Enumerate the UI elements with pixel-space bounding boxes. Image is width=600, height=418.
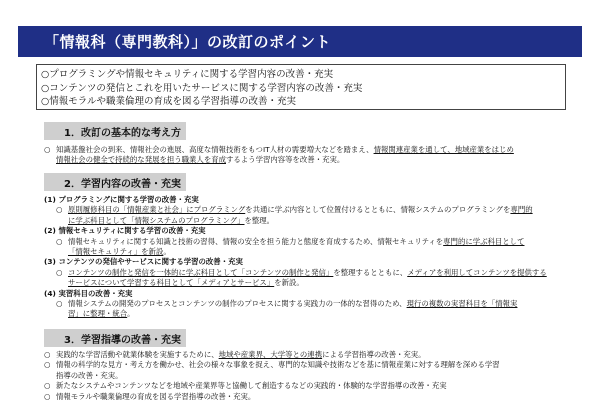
paragraph-line: ○ 情報システムの開発のプロセスとコンテンツの制作のプロセスに関する実践力の一体的な習得のため、 現行の複数の実習科目を「情報実 [56,299,518,309]
paragraph-line: ○ 情報の科学的な見方・考え方を働かせ、社会の様々な事象を捉え、専門的な知識や技術などを基に情報産業に対する理解を深める学習 [44,360,500,370]
paragraph-line: ○ 新たなシステムやコンテンツなどを地域や産業界等と協働して創造するなどの実践的・体験的な学習指導の改善・充実 [44,381,447,391]
paragraph-line: 「情報セキュリティ」を新設 。 [68,247,171,257]
section-body-instruction [44,350,572,402]
bullet-circle-icon: ○ [56,236,63,246]
bullet-circle-icon: ○ [44,145,51,154]
section-header-basic-policy: 1．改訂の基本的な考え方 [44,122,186,140]
section-header-content: 2．学習内容の改善・充実 [44,173,186,191]
sub-item-title: (3) コンテンツの発信やサービスに関する学習の改善・充実 [44,257,243,267]
summary-item: ○コンテンツの発信とこれを用いたサービスに関する学習内容の改善・充実 [41,82,363,94]
paragraph-line: ○ コンテンツの制作と発信を一体的に学ぶ科目として「コンテンツの制作と発信」 を整理するとともに、 メディアを利用してコンテンツを提供する [56,267,547,277]
section-header-instruction: 3．学習指導の改善・充実 [44,329,186,347]
paragraph-line: 指導の改善・充実。 [56,370,123,380]
summary-item: ○情報モラルや職業倫理の育成を図る学習指導の改善・充実 [41,96,297,107]
paragraph-line: ○ 実践的な学習活動や就業体験を実施するために、 地域や産業界、大学等との連携 による学習指導の改善・充実。 [44,350,426,359]
bullet-circle-icon: ○ [56,299,63,309]
bullet-circle-icon: ○ [56,205,63,215]
paragraph-line: ○ 情報セキュリティに関する知識と技術の習得、情報の安全を担う能力と態度を育成するため、情報セキュリティを 専門的に学ぶ科目として [56,236,525,246]
paragraph-line: ○ 原則履修科目の「情報産業と社会」にプログラミング を共通に学ぶ内容として位置付けるとともに、情報システムのプログラミングを 専門的 [56,205,533,215]
paragraph-line: 情報社会の健全で持続的な発展を担う職業人を育成 するよう学習内容等を改善・充実。 [56,155,345,165]
paragraph-line: ○ 情報モラルや職業倫理の育成を図る学習指導の改善・充実。 [44,391,256,401]
paragraph-line: に学ぶ科目として「情報システムのプログラミング」 を整理。 [68,215,275,225]
page-title: 「情報科（専門教科）」の改訂のポイント [18,26,582,57]
section-body-content [44,195,572,320]
bullet-circle-icon: ○ [44,391,51,401]
sub-item-title: (2) 情報セキュリティに関する学習の改善・充実 [44,226,206,236]
paragraph-line: ○ 知識基盤社会の到来、情報社会の進展、高度な情報技術をもつIT人材の需要増大などを踏まえ、 情報関連産業を通して、地域産業をはじめ [44,145,514,154]
bullet-circle-icon: ○ [56,267,63,277]
bullet-circle-icon: ○ [44,360,51,370]
bullet-circle-icon: ○ [44,381,51,391]
summary-item: ○プログラミングや情報セキュリティに関する学習内容の改善・充実 [41,69,334,80]
bullet-circle-icon: ○ [44,350,51,359]
paragraph-line: サービスについて学習する科目として「メディアとサービス」 を新設。 [68,278,304,288]
section-body-basic-policy [44,145,572,166]
paragraph-line: 習」に整理・統合 。 [68,309,135,319]
sub-item-title: (1) プログラミングに関する学習の改善・充実 [44,195,199,204]
summary-box [36,64,566,110]
sub-item-title: (4) 実習科目の改善・充実 [44,288,133,298]
